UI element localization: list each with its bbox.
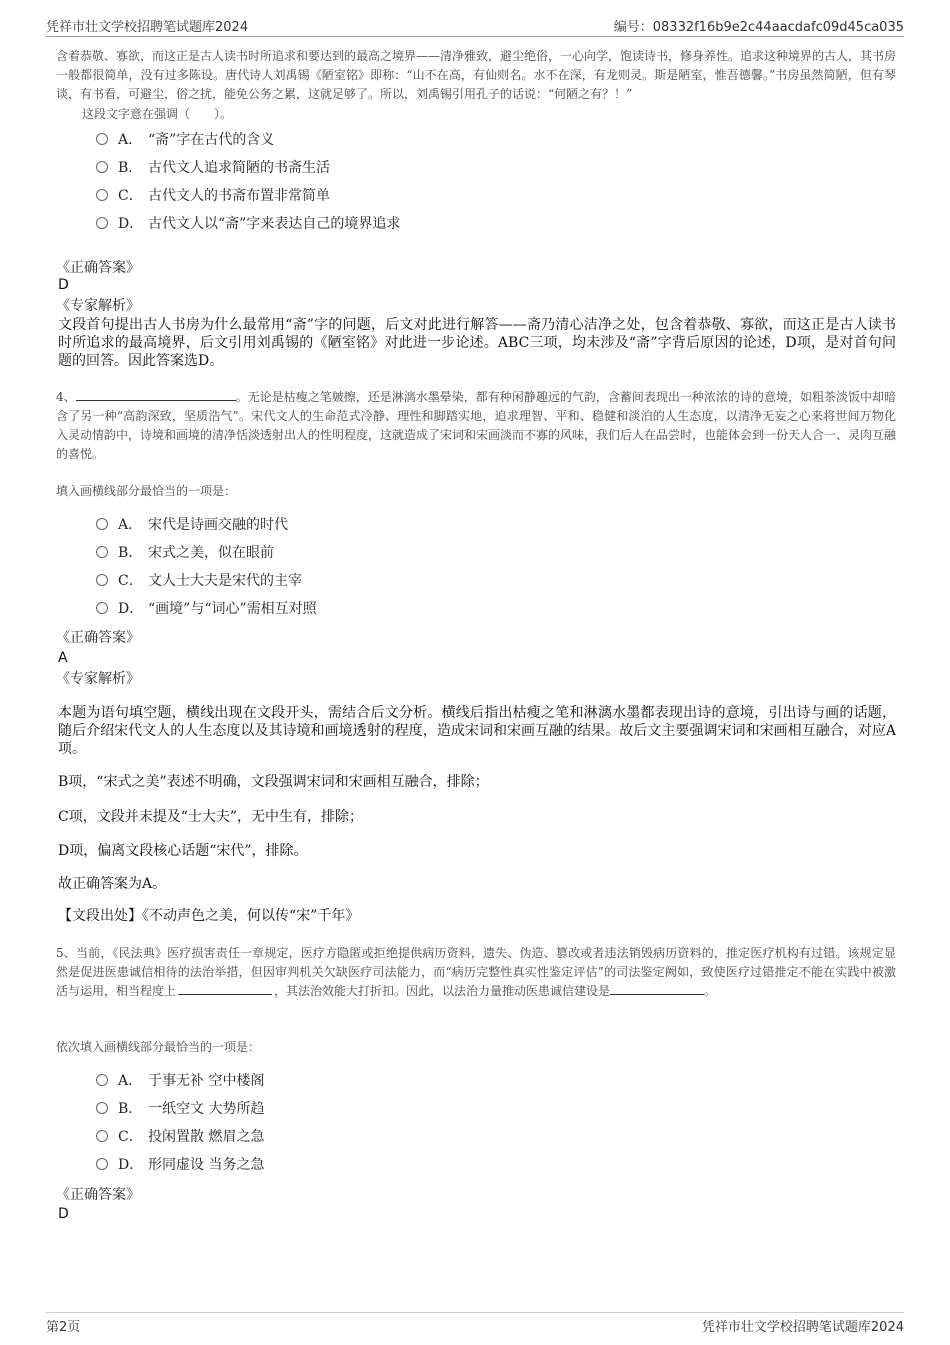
q4-option-b[interactable]: B． 宋式之美，似在眼前 — [96, 543, 274, 563]
radio-icon[interactable] — [96, 189, 108, 201]
radio-icon[interactable] — [96, 602, 108, 614]
q5-stem: 5、当前，《民法典》医疗损害责任一章规定，医疗方隐匿或拒绝提供病历资料，遗失、伪造、篡改或者违法销毁病历资料的，推定医疗机构有过错。该规定显然是促进医患诚信相待的法治举措，但因审判机关欠缺医疗司法能力，而“病历完整性真实性鉴定评估”的司法鉴定阙如，致使医疗过错推定不能在实践中被激活与运用，相当程度上 ，其法治效能大打折扣。因此，以法治力量推动医患诚信建设是 。 — [56, 946, 896, 998]
q4-number: 4、 — [56, 390, 76, 404]
q3-stem: 含着恭敬、寡欲，而这正是古人读书时所追求和要达到的最高之境界——清净雅致，避尘绝俗，一心向学，饱读诗书，修身养性。追求这种境界的古人，其书房一般都很简单，没有过多陈设。唐代诗人刘禹锡《陋室铭》即称：“山不在高，有仙则名。水不在深，有龙则灵。斯是陋室，惟吾德馨。”书房虽然简陋，但有琴谈，有书看，可避尘，俗之扰，能免公务之累，这就足够了。所以，刘禹锡引用孔子的话说：“何陋之有？！” — [56, 49, 897, 101]
q4-question: 填入画横线部分最恰当的一项是： — [56, 484, 237, 498]
q4-analysis-label: 《专家解析》 — [56, 671, 140, 687]
q3-option-c[interactable]: C． 古代文人的书斋布置非常简单 — [96, 186, 330, 206]
q5-answer: D — [58, 1206, 69, 1222]
radio-icon[interactable] — [96, 217, 108, 229]
q5-question: 依次填入画横线部分最恰当的一项是： — [56, 1040, 261, 1054]
page-header — [46, 14, 904, 37]
q3-answer: D — [58, 277, 69, 293]
radio-icon[interactable] — [96, 1102, 108, 1114]
q4-stem-text: 。无论是枯瘦之笔皴擦，还是淋漓水墨晕染，都有种闲静趣远的气韵，含蓄间表现出一种浓浓的诗的意境，如粗茶淡饭中却暗含了另一种“高韵深致，坚质浩气”。宋代文人的生命范式冷静、理性和脚踏实地，追求理智、平和、稳健和淡泊的人生态度，以清净无妄之心来将世间万物化入灵动情韵中，诗境和画境的清净恬淡透射出人的性明程度，这就造成了宋词和宋画淡而不寡的风味，我们后人在品尝时，也能体会到一份天人合一、灵肉互融的喜悦。 — [56, 390, 897, 461]
q4-answer-label: 《正确答案》 — [56, 630, 140, 646]
q5-option-c[interactable]: C． 投闲置散 燃眉之急 — [96, 1127, 264, 1147]
q3-option-a[interactable]: A． “斋”字在古代的含义 — [96, 130, 274, 150]
q4-analysis-p4: D项，偏离文段核心话题“宋代”，排除。 — [58, 843, 308, 859]
q4-analysis-p5: 故正确答案为A。 — [58, 876, 167, 892]
header-doc-id: 编号：08332f16b9e2c44aacdafc09d45ca035 — [613, 20, 904, 35]
radio-icon[interactable] — [96, 518, 108, 530]
q5-blank-2 — [610, 982, 704, 995]
q4-option-a[interactable]: A． 宋代是诗画交融的时代 — [96, 515, 288, 535]
page-number: 第2页 — [46, 1320, 81, 1335]
q5-option-a[interactable]: A． 于事无补 空中楼阁 — [96, 1071, 264, 1091]
page-footer — [46, 1312, 904, 1335]
q3-option-d[interactable]: D． 古代文人以“斋”字来表达自己的境界追求 — [96, 214, 400, 234]
q5-number: 5、 — [56, 946, 76, 960]
radio-icon[interactable] — [96, 1074, 108, 1086]
q5-option-d[interactable]: D． 形同虚设 当务之急 — [96, 1155, 264, 1175]
q4-option-d[interactable]: D． “画境”与“词心”需相互对照 — [96, 599, 317, 619]
q3-question: 这段文字意在强调（ ）。 — [82, 107, 233, 121]
radio-icon[interactable] — [96, 1130, 108, 1142]
header-title: 凭祥市壮文学校招聘笔试题库2024 — [46, 20, 249, 35]
q4-analysis-p3: C项，文段并未提及“士大夫”，无中生有，排除； — [58, 809, 364, 825]
q5-answer-label: 《正确答案》 — [56, 1187, 140, 1203]
q3-option-b[interactable]: B． 古代文人追求简陋的书斋生活 — [96, 158, 330, 178]
q4-stem — [56, 388, 896, 464]
q3-answer-label: 《正确答案》 — [56, 260, 140, 276]
q3-analysis: 文段首句提出古人书房为什么最常用“斋”字的问题，后文对此进行解答——斋乃清心洁净之处，包含着恭敬、寡欲，而这正是古人读书时所追求的最高境界，后文引用刘禹锡的《陋室铭》对此进一步论述。ABC三项，均未涉及“斋”字背后原因的论述，D项，是对首句问题的回答。因此答案选D。 — [58, 317, 896, 369]
q4-analysis-p1: 本题为语句填空题，横线出现在文段开头，需结合后文分析。横线后指出枯瘦之笔和淋漓水墨都表现出诗的意境，引出诗与画的话题，随后介绍宋代文人的人生态度以及其诗境和画境透射的程度，造成宋词和宋画互融的结果。故后文主要强调宋词和宋画相互融合，对应A项。 — [58, 705, 896, 757]
q4-option-c[interactable]: C． 文人士大夫是宋代的主宰 — [96, 571, 302, 591]
q4-analysis-p2: B项，“宋式之美”表述不明确，文段强调宋词和宋画相互融合，排除； — [58, 774, 489, 790]
q5-blank-1 — [178, 982, 272, 995]
q3-analysis-label: 《专家解析》 — [56, 298, 140, 314]
q4-answer: A — [58, 650, 68, 666]
q5-option-b[interactable]: B． 一纸空文 大势所趋 — [96, 1099, 264, 1119]
q4-blank — [76, 388, 236, 401]
radio-icon[interactable] — [96, 1158, 108, 1170]
radio-icon[interactable] — [96, 133, 108, 145]
radio-icon[interactable] — [96, 546, 108, 558]
q4-source: 【文段出处】《不动声色之美，何以传“宋”千年》 — [58, 908, 360, 924]
radio-icon[interactable] — [96, 161, 108, 173]
footer-title: 凭祥市壮文学校招聘笔试题库2024 — [701, 1320, 904, 1335]
radio-icon[interactable] — [96, 574, 108, 586]
